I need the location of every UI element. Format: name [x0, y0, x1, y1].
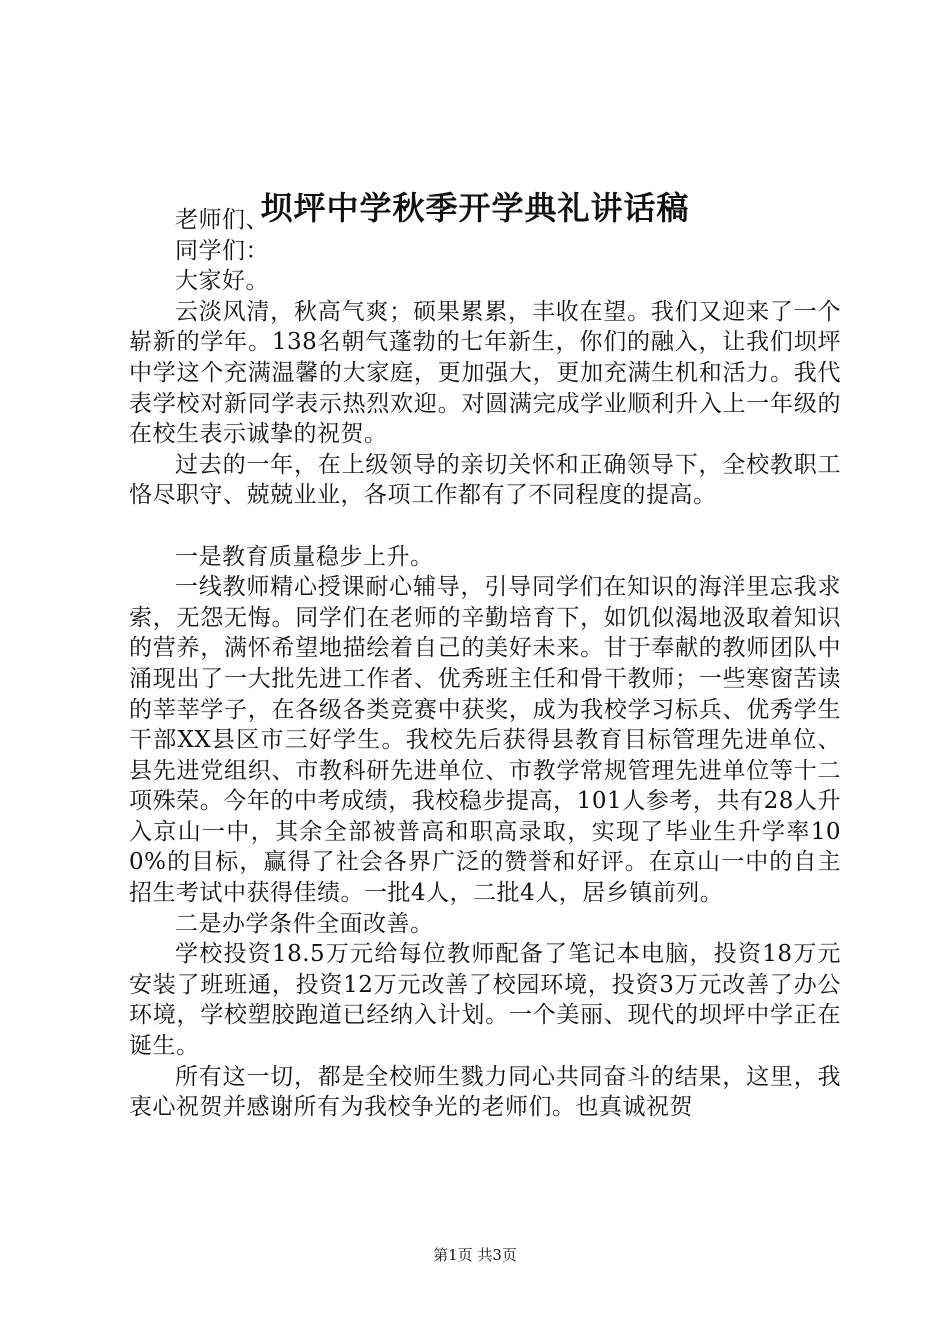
paragraph-achievements: 一线教师精心授课耐心辅导，引导同学们在知识的海洋里忘我求索，无怨无悔。同学们在老师的辛勤培育下，如饥似渴地汲取着知识的营养，满怀希望地描绘着自己的美好未来。甘于奉献的教师团队中涌现出了一大批先进工作者、优秀班主任和骨干教师；一些寒窗苦读的莘莘学子，在各级各类竞赛中获奖，成为我校学习标兵、优秀学生干部XX县区市三好学生。我校先后获得县教育目标管理先进单位、县先进党组织、市教科研先进单位、市教学常规管理先进单位等十二项殊荣。今年的中考成绩，我校稳步提高，101人参考，共有28人升入京山一中，其余全部被普高和职高录取，实现了毕业生升学率100%的目标，赢得了社会各界广泛的赞誉和好评。在京山一中的自主招生考试中获得佳绩。一批4人，二批4人，居乡镇前列。	[129, 574, 841, 907]
heading-education-quality: 一是教育质量稳步上升。	[175, 543, 434, 570]
greeting: 大家好。	[175, 268, 269, 295]
page-footer: 第1页 共3页	[433, 1246, 517, 1264]
salutation-teachers: 老师们、	[175, 207, 269, 233]
paragraph-investments: 学校投资18.5万元给每位教师配备了笔记本电脑，投资18万元安装了班班通，投资12万元改善了校园环境，投资3万元改善了办公环境，学校塑胶跑道已经纳入计划。一个美丽、现代的坝坪中学正在诞生。	[129, 941, 841, 1060]
paragraph-past-year: 过去的一年，在上级领导的亲切关怀和正确领导下，全校教职工恪尽职守、兢兢业业，各项工作都有了不同程度的提高。	[129, 451, 841, 509]
document-title: 坝坪中学秋季开学典礼讲话稿	[260, 189, 690, 227]
paragraph-thanks: 所有这一切，都是全校师生戮力同心共同奋斗的结果，这里，我衷心祝贺并感谢所有为我校争光的老师们。也真诚祝贺	[129, 1063, 841, 1121]
document-body	[129, 205, 841, 1123]
heading-school-conditions: 二是办学条件全面改善。	[175, 910, 434, 937]
paragraph-welcome: 云淡风清，秋高气爽；硕果累累，丰收在望。我们又迎来了一个崭新的学年。138名朝气蓬勃的七年新生，你们的融入，让我们坝坪中学这个充满温馨的大家庭，更加强大，更加充满生机和活力。我代表学校对新同学表示热烈欢迎。对圆满完成学业顺利升入上一年级的在校生表示诚挚的祝贺。	[129, 298, 841, 448]
salutation-students: 同学们：	[175, 237, 269, 264]
